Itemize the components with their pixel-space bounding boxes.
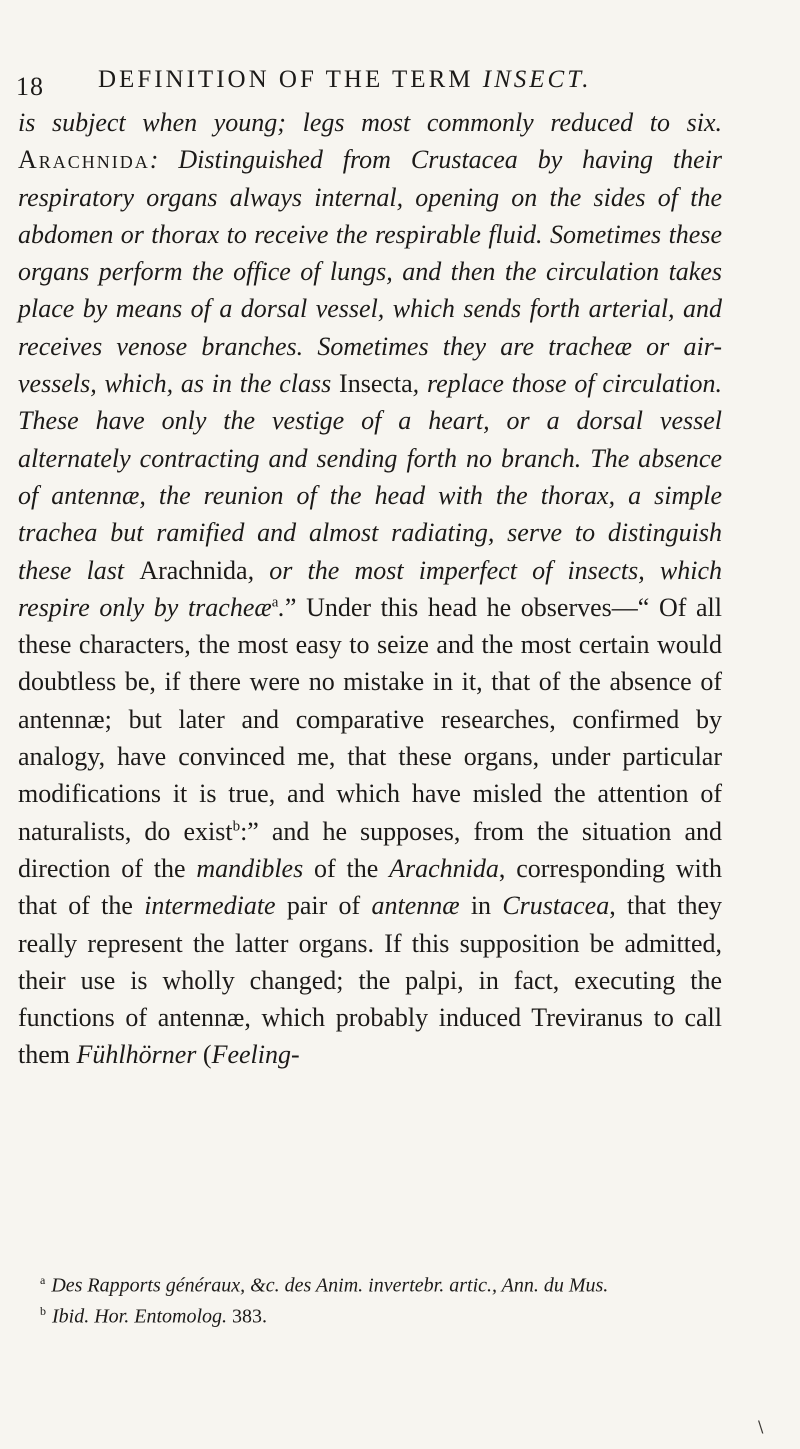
text-run: , replace those of circulation. These have only the vestige of a heart, or a dorsal vessel alternately contracting and sending forth no branch. The absence of antennæ, the reunion of the head with the thorax, a simple trachea but ramified and almost radiating, serve to distinguish these last bbox=[18, 369, 722, 585]
emphasis: Arachnida bbox=[389, 853, 499, 883]
footnote-ref-b: b bbox=[232, 817, 241, 834]
emphasis: Feeling- bbox=[211, 1040, 300, 1070]
footnote-mark: b bbox=[40, 1303, 46, 1318]
footnote-text: Ibid. Hor. Entomolog. bbox=[52, 1305, 227, 1328]
text-run: in bbox=[459, 891, 503, 921]
footnote-a bbox=[18, 1268, 722, 1299]
running-title bbox=[98, 66, 592, 94]
body-text bbox=[18, 104, 722, 1074]
footnotes bbox=[18, 1268, 722, 1329]
footnote-ref-a: a bbox=[271, 594, 279, 611]
text-run: , that they really represent the latter organs. If this supposition be admitted, their use is wholly changed; the palpi, in fact, executing the functions of antennæ, which probably induced Treviranus to call them bbox=[18, 891, 722, 1070]
footnote-mark: a bbox=[40, 1273, 46, 1287]
taxon-name: Arachnida bbox=[139, 555, 248, 585]
text-run: : Distinguished from Crustacea by having their respiratory organs always internal, opening on the sides of the abdomen or thorax to receive the respirable fluid. Sometimes these organs perform the office of lungs, and then the circulation takes place by means of a dorsal vessel, which sends forth arterial, and receives venose branches. Sometimes they are tracheæ or air-vessels, which, as in the class bbox=[18, 145, 722, 399]
emphasis: Crustacea bbox=[502, 891, 610, 921]
text-run: , or the most imperfect of insects, which respire only by tracheæ bbox=[18, 555, 722, 622]
page-header bbox=[16, 62, 716, 102]
running-title-roman: DEFINITION OF THE TERM bbox=[98, 66, 483, 93]
text-run: ( bbox=[196, 1040, 212, 1070]
emphasis: mandibles bbox=[196, 853, 304, 883]
text-run: of the bbox=[303, 853, 390, 883]
running-title-italic: INSECT. bbox=[482, 66, 592, 93]
text-run: ” Under this head he observes—“ Of all these characters, the most easy to seize and the most certain would doubtless be, if there were no mistake in it, that of the absence of antennæ; but later and comparative researches, confirmed by analogy, have convinced me, that these organs, under particular modifications it is true, and which have misled the attention of naturalists, do exist bbox=[18, 592, 723, 846]
footnote-page: 383. bbox=[227, 1305, 267, 1328]
emphasis: Fühlhörner bbox=[76, 1040, 197, 1070]
signature-mark: \ bbox=[758, 1417, 764, 1436]
footnote-b bbox=[18, 1299, 722, 1330]
page-number: 18 bbox=[16, 72, 44, 101]
text-run: , corresponding with that of the bbox=[18, 853, 722, 921]
taxon-name: Insecta bbox=[339, 369, 413, 399]
text-run: :” and he supposes, from the situation and direction of the bbox=[18, 816, 722, 883]
text-run: . bbox=[278, 592, 285, 622]
text-run: is subject when young; legs most commonly reduced to six. bbox=[18, 108, 722, 137]
footnote-text: Des Rapports généraux, &c. des Anim. invertebr. artic., Ann. du Mus. bbox=[51, 1274, 609, 1297]
text-run: pair of bbox=[275, 891, 372, 921]
emphasis: antennæ bbox=[371, 891, 460, 921]
paragraph bbox=[18, 104, 722, 1074]
taxon-name: Arachnida bbox=[18, 145, 150, 175]
emphasis: intermediate bbox=[144, 891, 276, 921]
